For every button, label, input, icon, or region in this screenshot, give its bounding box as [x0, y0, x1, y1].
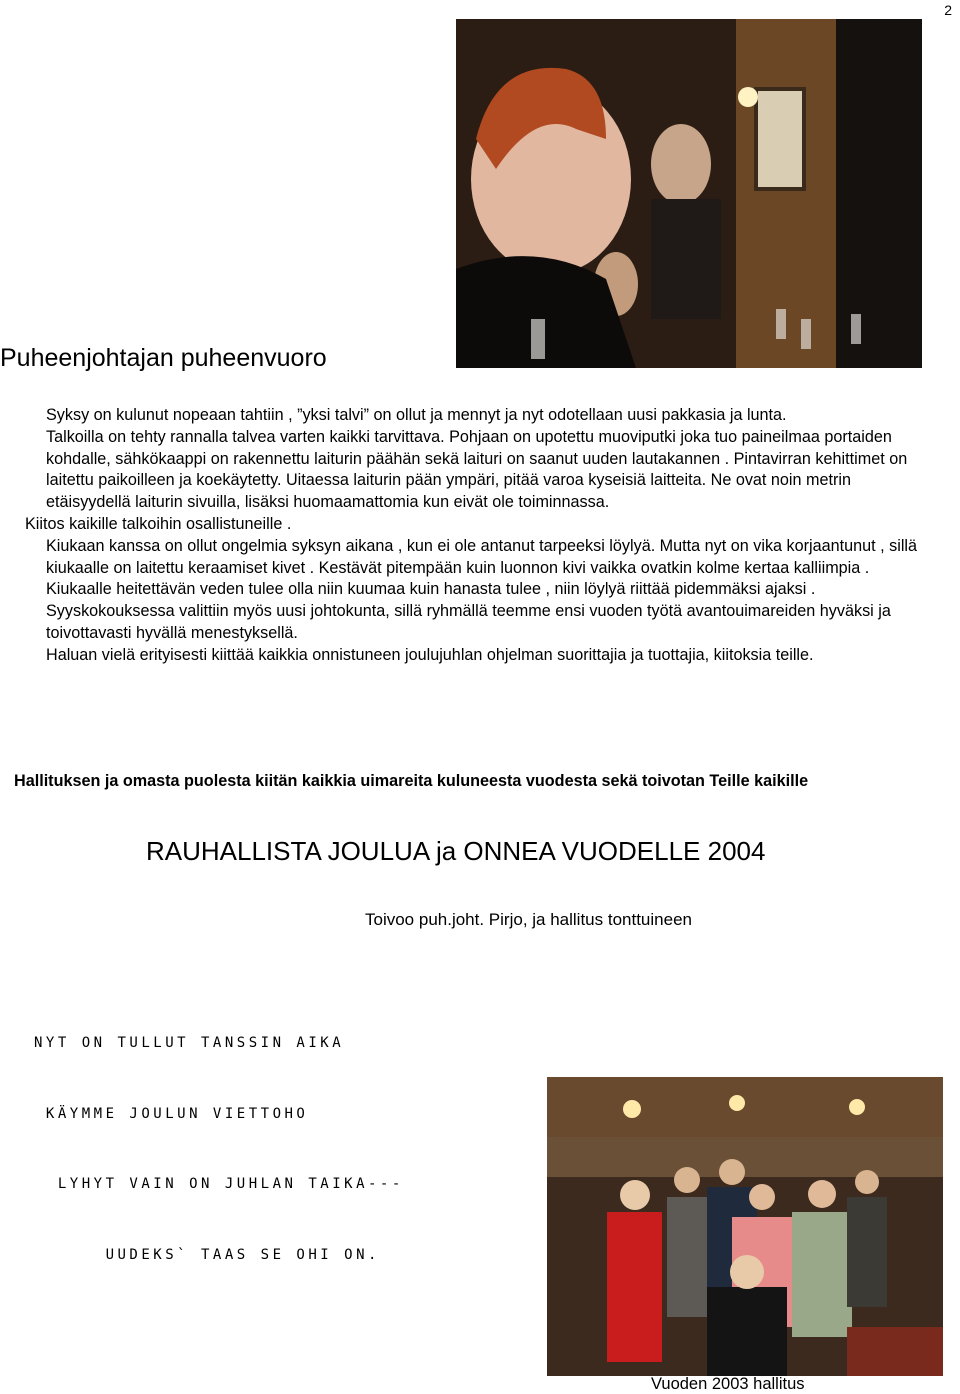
board-group-photo [547, 1077, 943, 1376]
paragraph: Syksy on kulunut nopeaan tahtiin , ”yksi talvi” on ollut ja mennyt ja nyt odotellaan uusi pakkasia ja lunta. [46, 406, 787, 424]
article-body [25, 405, 937, 667]
poem [34, 985, 404, 1291]
photo-caption: Vuoden 2003 hallitus [651, 1375, 805, 1393]
paragraph: Kiukaalle heitettävän veden tulee olla niin kuumaa kuin hanasta tulee , niin löylyä riittää pidemmäksi ajaksi . [46, 580, 816, 599]
board-group-photo-illustration [547, 1077, 943, 1376]
paragraph: Talkoilla on tehty rannalla talvea varten kaikki tarvittava. Pohjaan on upotettu muoviputki joka tuo paineilmaa portaiden kohdalle, sähkökaappi on rakennettu laiturin päähän sekä laituri on saanut uuden lautakannen . Pintavirran kehittimet on laitettu paikoilleen ja koekäytetty. Uitaessa laiturin pään ympäri, pitää varoa kyseisiä laitteita. Ne ovat noin metrin etäisyydellä laiturin sivuilla, lisäksi huomaamattomia kun eivät ole toiminnassa. [46, 427, 908, 512]
holiday-greeting: RAUHALLISTA JOULUA ja ONNEA VUODELLE 2004 [146, 836, 766, 866]
poem-line: LYHYT VAIN ON JUHLAN TAIKA--- [34, 1176, 404, 1192]
signature: Toivoo puh.joht. Pirjo, ja hallitus tonttuineen [365, 910, 692, 929]
page-number: 2 [944, 2, 952, 18]
paragraph: Syyskokouksessa valittiin myös uusi johtokunta, sillä ryhmällä teemme ensi vuoden työtä avantouimareiden hyväksi ja toivottavasti hyvällä menestyksellä. [46, 602, 891, 642]
party-photo-illustration [456, 19, 922, 368]
poem-line: KÄYMME JOULUN VIETTOHO [34, 1105, 309, 1122]
poem-line: UUDEKS` TAAS SE OHI ON. [34, 1246, 380, 1263]
paragraph: Kiitos kaikille talkoihin osallistuneille . [25, 514, 292, 533]
party-photo [456, 19, 922, 368]
poem-line: NYT ON TULLUT TANSSIN AIKA [34, 1035, 345, 1051]
thanks-line: Hallituksen ja omasta puolesta kiitän kaikkia uimareita kuluneesta vuodesta sekä toivotan Teille kaikille [14, 772, 809, 790]
paragraph: Kiukaan kanssa on ollut ongelmia syksyn aikana , kun ei ole antanut tarpeeksi löylyä. Mutta nyt on vika korjaantunut , sillä kiukaalle on laitettu keraamiset kivet . Kestävät pitempään kuin luonnon kivi vaikka ovatkin kolme kertaa kalliimpia . [46, 536, 918, 577]
paragraph: Haluan vielä erityisesti kiittää kaikkia onnistuneen joulujuhlan ohjelman suorittajia ja tuottajia, kiitoksia teille. [46, 645, 814, 664]
page-title: Puheenjohtajan puheenvuoro [0, 344, 327, 372]
